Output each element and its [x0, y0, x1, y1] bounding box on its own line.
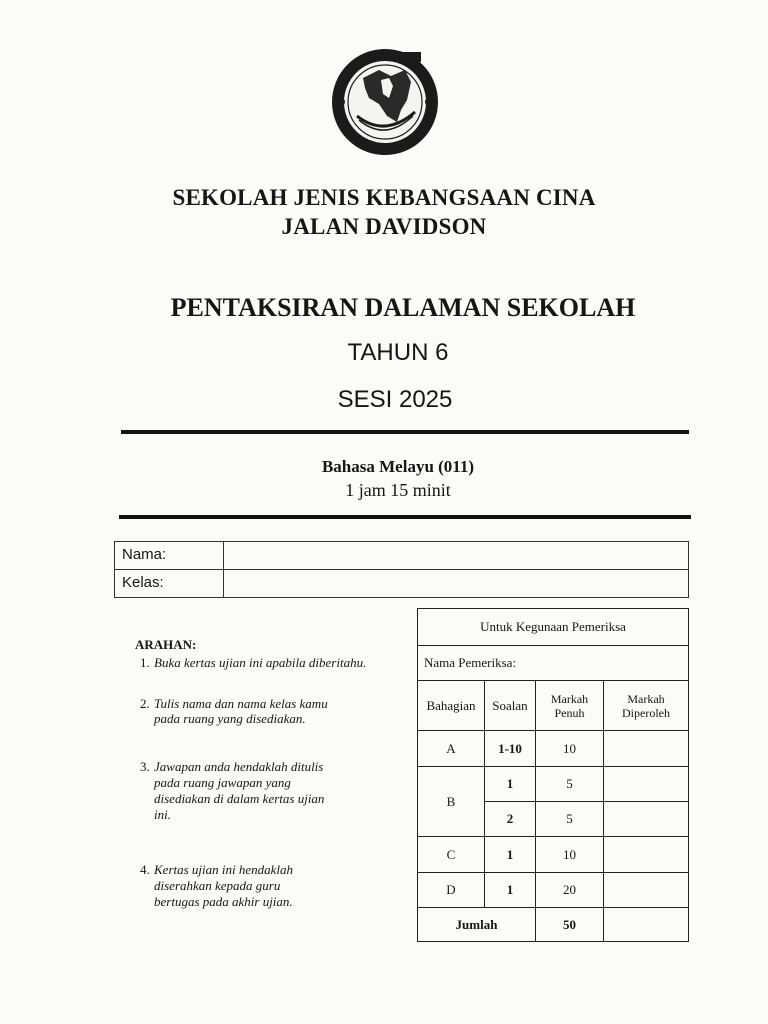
- instruction-item: [140, 655, 366, 670]
- examiner-table: [417, 608, 689, 942]
- paper-duration: 1 jam 15 minit: [345, 480, 451, 500]
- name-row: [115, 542, 688, 569]
- full-marks-cell: 5: [536, 767, 604, 802]
- question-cell: 1-10: [485, 731, 536, 767]
- marks-obtained-cell[interactable]: [604, 731, 689, 767]
- section-cell: C: [418, 837, 485, 873]
- table-row: [418, 731, 689, 767]
- instruction-text: pada ruang jawapan yang: [154, 775, 291, 790]
- instruction-text: Jawapan anda hendaklah ditulis: [154, 759, 324, 774]
- marks-obtained-cell[interactable]: [604, 873, 689, 908]
- class-field[interactable]: [223, 570, 689, 597]
- full-marks-cell: 10: [536, 837, 604, 873]
- divider-bottom: [119, 515, 691, 519]
- total-row: [418, 908, 689, 942]
- instruction-text: bertugas pada akhir ujian.: [154, 894, 293, 909]
- instruction-number: 3.: [140, 759, 150, 774]
- full-marks-cell: 10: [536, 731, 604, 767]
- full-marks-cell: 20: [536, 873, 604, 908]
- divider-top: [121, 430, 689, 434]
- examiner-name-label: Nama Pemeriksa:: [418, 646, 689, 681]
- school-name: SEKOLAH JENIS KEBANGSAAN CINA: [172, 185, 596, 210]
- marks-obtained-cell[interactable]: [604, 837, 689, 873]
- class-label: Kelas:: [122, 574, 164, 591]
- table-row: [418, 873, 689, 908]
- total-obtained-cell[interactable]: [604, 908, 689, 942]
- class-row: [115, 569, 688, 597]
- instruction-text: diserahkan kepada guru: [154, 878, 281, 893]
- header-question: Soalan: [485, 681, 536, 731]
- section-cell: A: [418, 731, 485, 767]
- marks-obtained-cell[interactable]: [604, 767, 689, 802]
- question-cell: 1: [485, 767, 536, 802]
- assessment-session: SESI 2025: [337, 386, 453, 413]
- instruction-text: disediakan di dalam kertas ujian: [154, 791, 325, 806]
- paper-subject: Bahasa Melayu (011): [321, 457, 475, 476]
- instruction-item: [140, 759, 324, 823]
- full-marks-cell: 5: [536, 802, 604, 837]
- question-cell: 1: [485, 873, 536, 908]
- question-cell: 1: [485, 837, 536, 873]
- name-field[interactable]: [223, 542, 689, 569]
- student-info-box: [114, 541, 689, 598]
- instruction-number: 4.: [140, 862, 150, 877]
- instruction-number: 2.: [140, 696, 150, 711]
- instruction-item: [140, 696, 328, 726]
- assessment-year: TAHUN 6: [347, 339, 449, 366]
- instructions-title: ARAHAN:: [135, 637, 197, 652]
- marks-obtained-cell[interactable]: [604, 802, 689, 837]
- header-marks-obtained: Markah Diperoleh: [604, 681, 689, 731]
- instruction-item: [140, 862, 293, 910]
- instruction-text: Kertas ujian ini hendaklah: [154, 862, 294, 877]
- table-row: [418, 767, 689, 802]
- instruction-text: pada ruang yang disediakan.: [154, 711, 306, 726]
- header-section: Bahagian: [418, 681, 485, 731]
- section-cell: D: [418, 873, 485, 908]
- school-crest-logo: [329, 46, 441, 158]
- name-label: Nama:: [122, 546, 167, 563]
- instruction-text: Tulis nama dan nama kelas kamu: [154, 696, 328, 711]
- instruction-number: 1.: [140, 655, 150, 670]
- total-label: Jumlah: [418, 908, 536, 942]
- instruction-text: Buka kertas ujian ini apabila diberitahu.: [154, 655, 367, 670]
- table-row: [418, 837, 689, 873]
- total-marks: 50: [536, 908, 604, 942]
- header-full-marks: Markah Penuh: [536, 681, 604, 731]
- question-cell: 2: [485, 802, 536, 837]
- examiner-table-title: Untuk Kegunaan Pemeriksa: [418, 609, 689, 646]
- section-cell: B: [418, 767, 485, 837]
- assessment-title: PENTAKSIRAN DALAMAN SEKOLAH: [170, 293, 636, 322]
- school-address: JALAN DAVIDSON: [281, 214, 487, 239]
- instruction-text: ini.: [154, 807, 171, 822]
